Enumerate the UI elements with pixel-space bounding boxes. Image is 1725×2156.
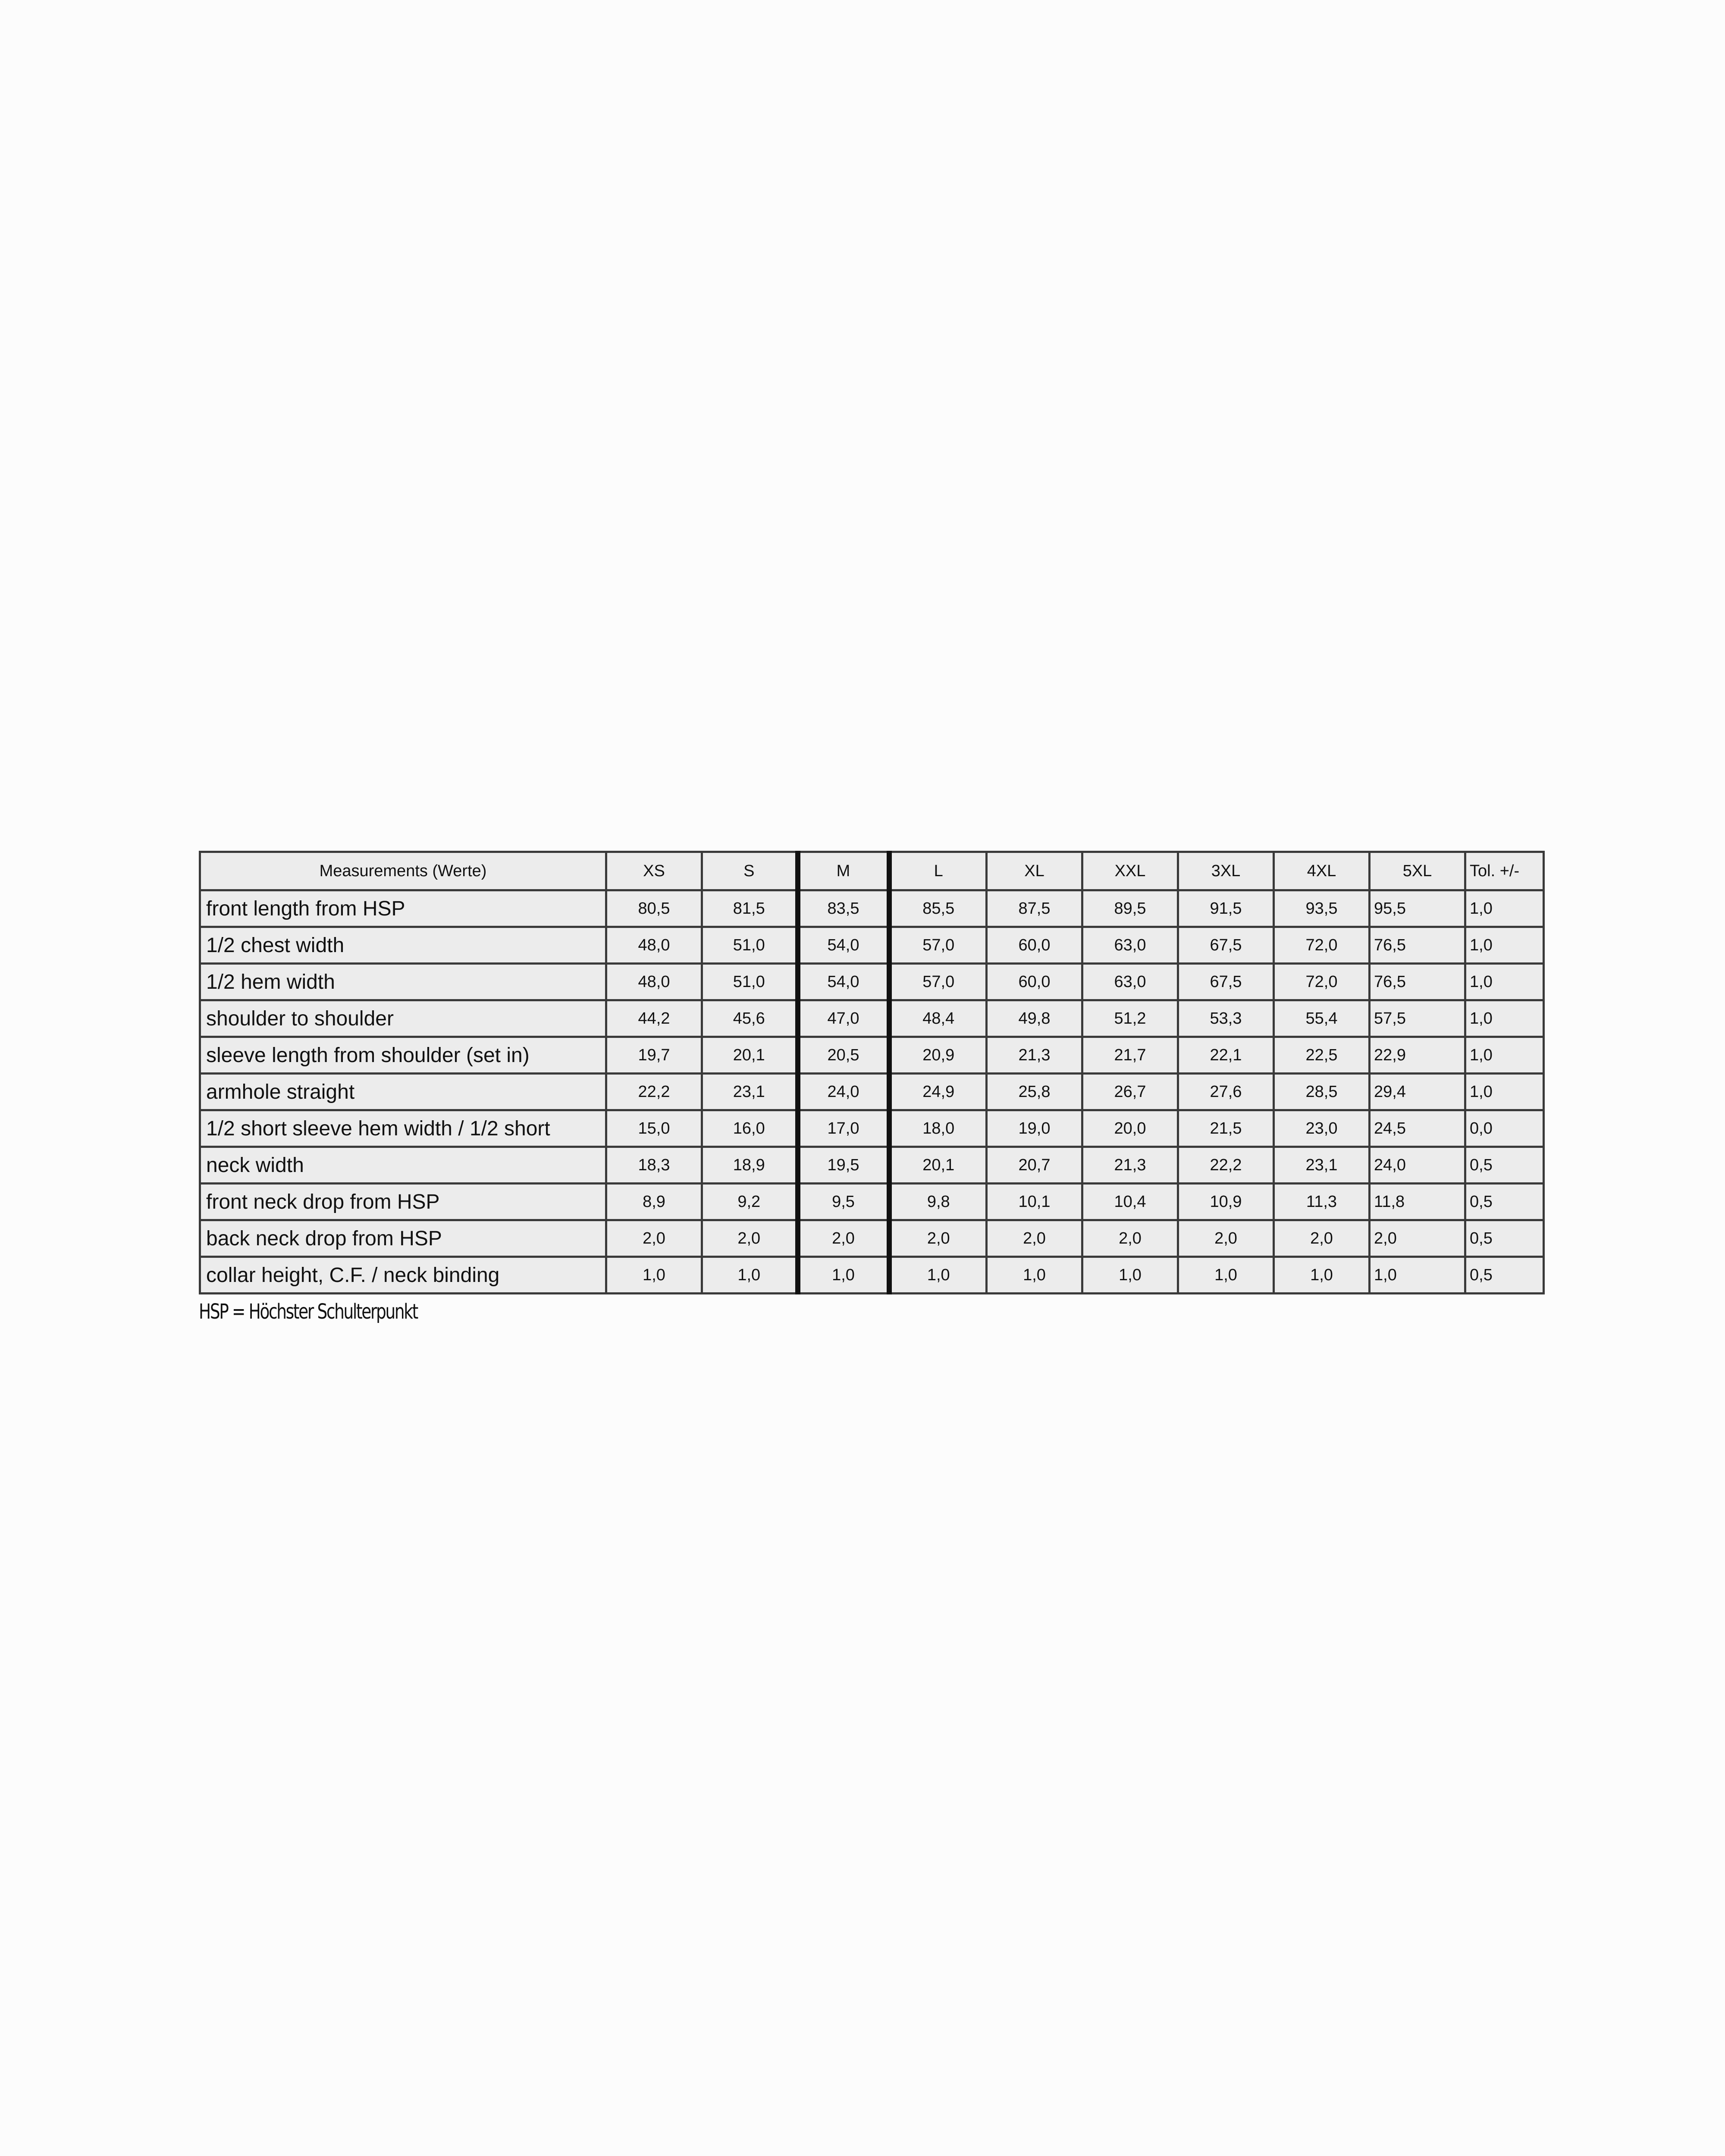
value-cell: 24,9: [889, 1074, 987, 1110]
value-cell: 23,0: [1274, 1110, 1370, 1147]
value-cell: 22,9: [1370, 1037, 1465, 1074]
value-cell: 83,5: [798, 890, 889, 927]
value-cell: 2,0: [1370, 1220, 1465, 1257]
value-cell: 76,5: [1370, 927, 1465, 964]
value-cell: 1,0: [606, 1257, 702, 1294]
value-cell: 2,0: [702, 1220, 798, 1257]
value-cell: 22,5: [1274, 1037, 1370, 1074]
value-cell: 29,4: [1370, 1074, 1465, 1110]
value-cell: 20,9: [889, 1037, 987, 1074]
tolerance-cell: 1,0: [1465, 964, 1544, 1000]
value-cell: 2,0: [889, 1220, 987, 1257]
value-cell: 22,1: [1178, 1037, 1274, 1074]
value-cell: 18,0: [889, 1110, 987, 1147]
header-size-s: S: [702, 852, 798, 890]
value-cell: 20,5: [798, 1037, 889, 1074]
table-body: [200, 890, 1544, 1294]
value-cell: 53,3: [1178, 1000, 1274, 1037]
table-row: [200, 1074, 1544, 1110]
table-row: [200, 964, 1544, 1000]
value-cell: 95,5: [1370, 890, 1465, 927]
tolerance-cell: 1,0: [1465, 890, 1544, 927]
value-cell: 48,0: [606, 964, 702, 1000]
value-cell: 24,5: [1370, 1110, 1465, 1147]
value-cell: 2,0: [798, 1220, 889, 1257]
row-label: front length from HSP: [200, 890, 606, 927]
value-cell: 85,5: [889, 890, 987, 927]
value-cell: 26,7: [1082, 1074, 1178, 1110]
value-cell: 1,0: [889, 1257, 987, 1294]
value-cell: 27,6: [1178, 1074, 1274, 1110]
row-label: shoulder to shoulder: [200, 1000, 606, 1037]
value-cell: 63,0: [1082, 964, 1178, 1000]
header-size-m: M: [798, 852, 889, 890]
value-cell: 91,5: [1178, 890, 1274, 927]
value-cell: 44,2: [606, 1000, 702, 1037]
row-label: sleeve length from shoulder (set in): [200, 1037, 606, 1074]
value-cell: 1,0: [702, 1257, 798, 1294]
value-cell: 72,0: [1274, 927, 1370, 964]
value-cell: 23,1: [702, 1074, 798, 1110]
value-cell: 67,5: [1178, 964, 1274, 1000]
table-row: [200, 927, 1544, 964]
table-row: [200, 1037, 1544, 1074]
value-cell: 60,0: [987, 927, 1082, 964]
row-label: back neck drop from HSP: [200, 1220, 606, 1257]
table-header: [200, 852, 1544, 890]
value-cell: 19,0: [987, 1110, 1082, 1147]
row-label: 1/2 short sleeve hem width / 1/2 short: [200, 1110, 606, 1147]
value-cell: 2,0: [1274, 1220, 1370, 1257]
tolerance-cell: 1,0: [1465, 927, 1544, 964]
value-cell: 48,4: [889, 1000, 987, 1037]
tolerance-cell: 0,5: [1465, 1220, 1544, 1257]
value-cell: 25,8: [987, 1074, 1082, 1110]
value-cell: 51,0: [702, 964, 798, 1000]
value-cell: 24,0: [798, 1074, 889, 1110]
value-cell: 10,4: [1082, 1184, 1178, 1220]
footnote: HSP = Höchster Schulterpunkt: [199, 1300, 417, 1324]
header-size-4xl: 4XL: [1274, 852, 1370, 890]
document-content: [199, 851, 1534, 1324]
header-measurements: Measurements (Werte): [200, 852, 606, 890]
tolerance-cell: 0,5: [1465, 1184, 1544, 1220]
value-cell: 21,5: [1178, 1110, 1274, 1147]
value-cell: 49,8: [987, 1000, 1082, 1037]
tolerance-cell: 0,5: [1465, 1147, 1544, 1184]
value-cell: 2,0: [1178, 1220, 1274, 1257]
value-cell: 20,7: [987, 1147, 1082, 1184]
row-label: 1/2 hem width: [200, 964, 606, 1000]
value-cell: 1,0: [1274, 1257, 1370, 1294]
table-row: [200, 1000, 1544, 1037]
value-cell: 47,0: [798, 1000, 889, 1037]
value-cell: 63,0: [1082, 927, 1178, 964]
value-cell: 21,7: [1082, 1037, 1178, 1074]
value-cell: 22,2: [1178, 1147, 1274, 1184]
value-cell: 23,1: [1274, 1147, 1370, 1184]
value-cell: 2,0: [987, 1220, 1082, 1257]
row-label: collar height, C.F. / neck binding: [200, 1257, 606, 1294]
header-size-xl: XL: [987, 852, 1082, 890]
value-cell: 20,1: [702, 1037, 798, 1074]
value-cell: 20,1: [889, 1147, 987, 1184]
tolerance-cell: 1,0: [1465, 1000, 1544, 1037]
value-cell: 1,0: [1082, 1257, 1178, 1294]
table-row: [200, 1257, 1544, 1294]
value-cell: 55,4: [1274, 1000, 1370, 1037]
value-cell: 89,5: [1082, 890, 1178, 927]
value-cell: 1,0: [798, 1257, 889, 1294]
value-cell: 1,0: [1178, 1257, 1274, 1294]
header-size-3xl: 3XL: [1178, 852, 1274, 890]
value-cell: 60,0: [987, 964, 1082, 1000]
table-row: [200, 1147, 1544, 1184]
value-cell: 54,0: [798, 964, 889, 1000]
value-cell: 57,0: [889, 927, 987, 964]
value-cell: 19,5: [798, 1147, 889, 1184]
value-cell: 9,8: [889, 1184, 987, 1220]
value-cell: 2,0: [606, 1220, 702, 1257]
value-cell: 87,5: [987, 890, 1082, 927]
header-size-xs: XS: [606, 852, 702, 890]
value-cell: 80,5: [606, 890, 702, 927]
value-cell: 16,0: [702, 1110, 798, 1147]
value-cell: 76,5: [1370, 964, 1465, 1000]
table-row: [200, 1110, 1544, 1147]
value-cell: 15,0: [606, 1110, 702, 1147]
value-cell: 1,0: [1370, 1257, 1465, 1294]
row-label: neck width: [200, 1147, 606, 1184]
value-cell: 24,0: [1370, 1147, 1465, 1184]
value-cell: 81,5: [702, 890, 798, 927]
value-cell: 20,0: [1082, 1110, 1178, 1147]
value-cell: 57,5: [1370, 1000, 1465, 1037]
value-cell: 51,0: [702, 927, 798, 964]
tolerance-cell: 0,5: [1465, 1257, 1544, 1294]
value-cell: 10,9: [1178, 1184, 1274, 1220]
value-cell: 28,5: [1274, 1074, 1370, 1110]
value-cell: 54,0: [798, 927, 889, 964]
value-cell: 8,9: [606, 1184, 702, 1220]
value-cell: 9,2: [702, 1184, 798, 1220]
header-size-xxl: XXL: [1082, 852, 1178, 890]
header-size-l: L: [889, 852, 987, 890]
row-label: 1/2 chest width: [200, 927, 606, 964]
value-cell: 67,5: [1178, 927, 1274, 964]
value-cell: 19,7: [606, 1037, 702, 1074]
header-size-5xl: 5XL: [1370, 852, 1465, 890]
value-cell: 21,3: [1082, 1147, 1178, 1184]
value-cell: 72,0: [1274, 964, 1370, 1000]
tolerance-cell: 1,0: [1465, 1037, 1544, 1074]
table-row: [200, 890, 1544, 927]
value-cell: 51,2: [1082, 1000, 1178, 1037]
header-tolerance: Tol. +/-: [1465, 852, 1544, 890]
value-cell: 17,0: [798, 1110, 889, 1147]
value-cell: 21,3: [987, 1037, 1082, 1074]
value-cell: 57,0: [889, 964, 987, 1000]
row-label: front neck drop from HSP: [200, 1184, 606, 1220]
tolerance-cell: 0,0: [1465, 1110, 1544, 1147]
header-row: [200, 852, 1544, 890]
value-cell: 11,8: [1370, 1184, 1465, 1220]
value-cell: 48,0: [606, 927, 702, 964]
value-cell: 93,5: [1274, 890, 1370, 927]
value-cell: 11,3: [1274, 1184, 1370, 1220]
value-cell: 18,3: [606, 1147, 702, 1184]
value-cell: 22,2: [606, 1074, 702, 1110]
table-row: [200, 1220, 1544, 1257]
value-cell: 18,9: [702, 1147, 798, 1184]
value-cell: 45,6: [702, 1000, 798, 1037]
value-cell: 2,0: [1082, 1220, 1178, 1257]
size-chart-table: [199, 851, 1545, 1294]
tolerance-cell: 1,0: [1465, 1074, 1544, 1110]
value-cell: 1,0: [987, 1257, 1082, 1294]
table-row: [200, 1184, 1544, 1220]
value-cell: 9,5: [798, 1184, 889, 1220]
value-cell: 10,1: [987, 1184, 1082, 1220]
row-label: armhole straight: [200, 1074, 606, 1110]
